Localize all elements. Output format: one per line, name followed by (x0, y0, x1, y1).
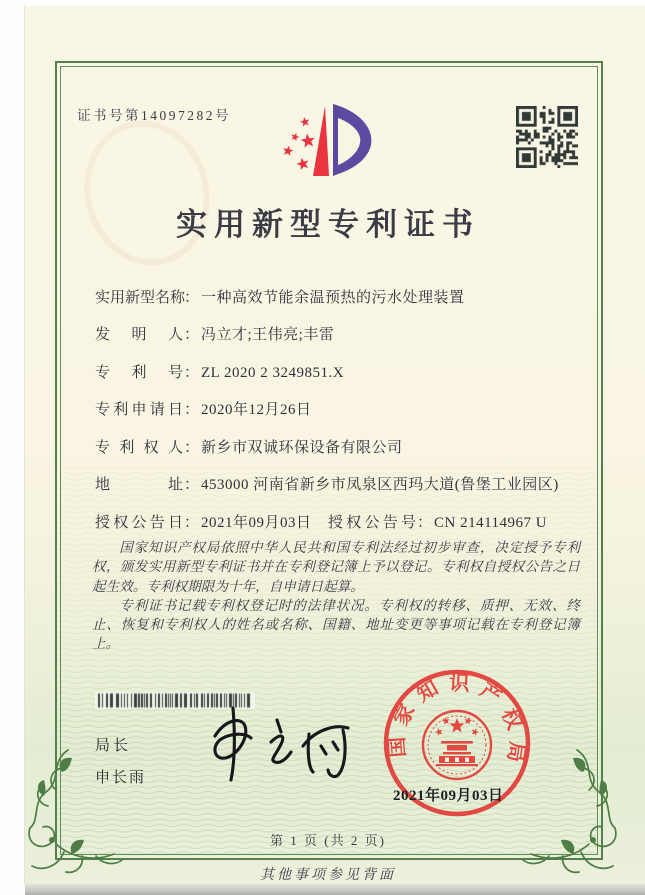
field-label: 授权公告日 (95, 515, 183, 531)
field-row-grant (95, 511, 595, 532)
field-label: 专利号 (95, 365, 183, 381)
field-label: 实用新型名称 (95, 290, 186, 306)
field-row-filing-date (95, 398, 595, 419)
colon: ： (184, 515, 200, 531)
field-value: 新乡市双诚环保设备有限公司 (201, 440, 403, 456)
field-label: 地址 (95, 477, 183, 493)
field-label: 专利权人 (95, 440, 183, 456)
field-value: 453000 河南省新乡市凤泉区西玛大道(鲁堡工业园区) (201, 477, 559, 493)
seal-date: 2021年09月03日 (393, 788, 504, 804)
legal-paragraph-1: 国家知识产权局依照中华人民共和国专利法经过初步审查，决定授予专利权，颁发实用新型专利证书并在专利登记簿上予以登记。专利权自授权公告之日起生效。专利权期限为十年，自申请日起算。 (92, 540, 580, 594)
field-label: 发明人 (95, 327, 183, 343)
colon: ： (417, 515, 433, 531)
field-row-name (95, 286, 595, 307)
legal-text (92, 538, 580, 654)
certificate-title: 实用新型专利证书 (176, 207, 480, 242)
seal-text: 国家知识产权局 (386, 672, 528, 764)
scan-edge-shadow (25, 884, 645, 895)
field-value: CN 214114967 U (434, 515, 548, 531)
officer-title: 局长 (95, 737, 132, 754)
signature-icon (185, 698, 365, 793)
page-indicator: 第 1 页 (共 2 页) (270, 833, 386, 848)
field-row-patentee (95, 436, 595, 457)
field-value: ZL 2020 2 3249851.X (201, 365, 345, 381)
colon: ： (184, 290, 200, 306)
colon: ： (184, 365, 200, 381)
field-value: 2020年12月26日 (201, 402, 312, 418)
field-value: 一种高效节能余温预热的污水处理装置 (201, 290, 465, 306)
colon: ： (184, 440, 200, 456)
officer-name: 申长雨 (95, 769, 147, 786)
legal-paragraph-2: 专利证书记载专利权登记时的法律状况。专利权的转移、质押、无效、终止、恢复和专利权人的姓名或名称、国籍、地址变更等事项记载在专利登记簿上。 (92, 597, 580, 652)
colon: ： (184, 402, 200, 418)
field-label: 授权公告号 (328, 515, 416, 531)
field-label: 专利申请日 (95, 402, 183, 418)
field-value: 2021年09月03日 (201, 515, 312, 531)
footer-note: 其他事项参见背面 (260, 868, 396, 883)
qr-code-icon (516, 106, 578, 168)
field-row-address (95, 473, 595, 494)
national-emblem-icon (423, 711, 491, 779)
colon: ： (184, 477, 200, 493)
cnipa-logo-icon (272, 96, 402, 186)
field-row-inventors (95, 323, 595, 344)
field-value: 冯立才;王伟亮;丰雷 (201, 327, 335, 343)
corner-flourish-icon (26, 748, 126, 876)
certificate-number: 证书号第14097282号 (77, 108, 231, 123)
field-row-patent-number (95, 361, 595, 382)
colon: ： (184, 327, 200, 343)
grant-number-group (328, 511, 547, 532)
